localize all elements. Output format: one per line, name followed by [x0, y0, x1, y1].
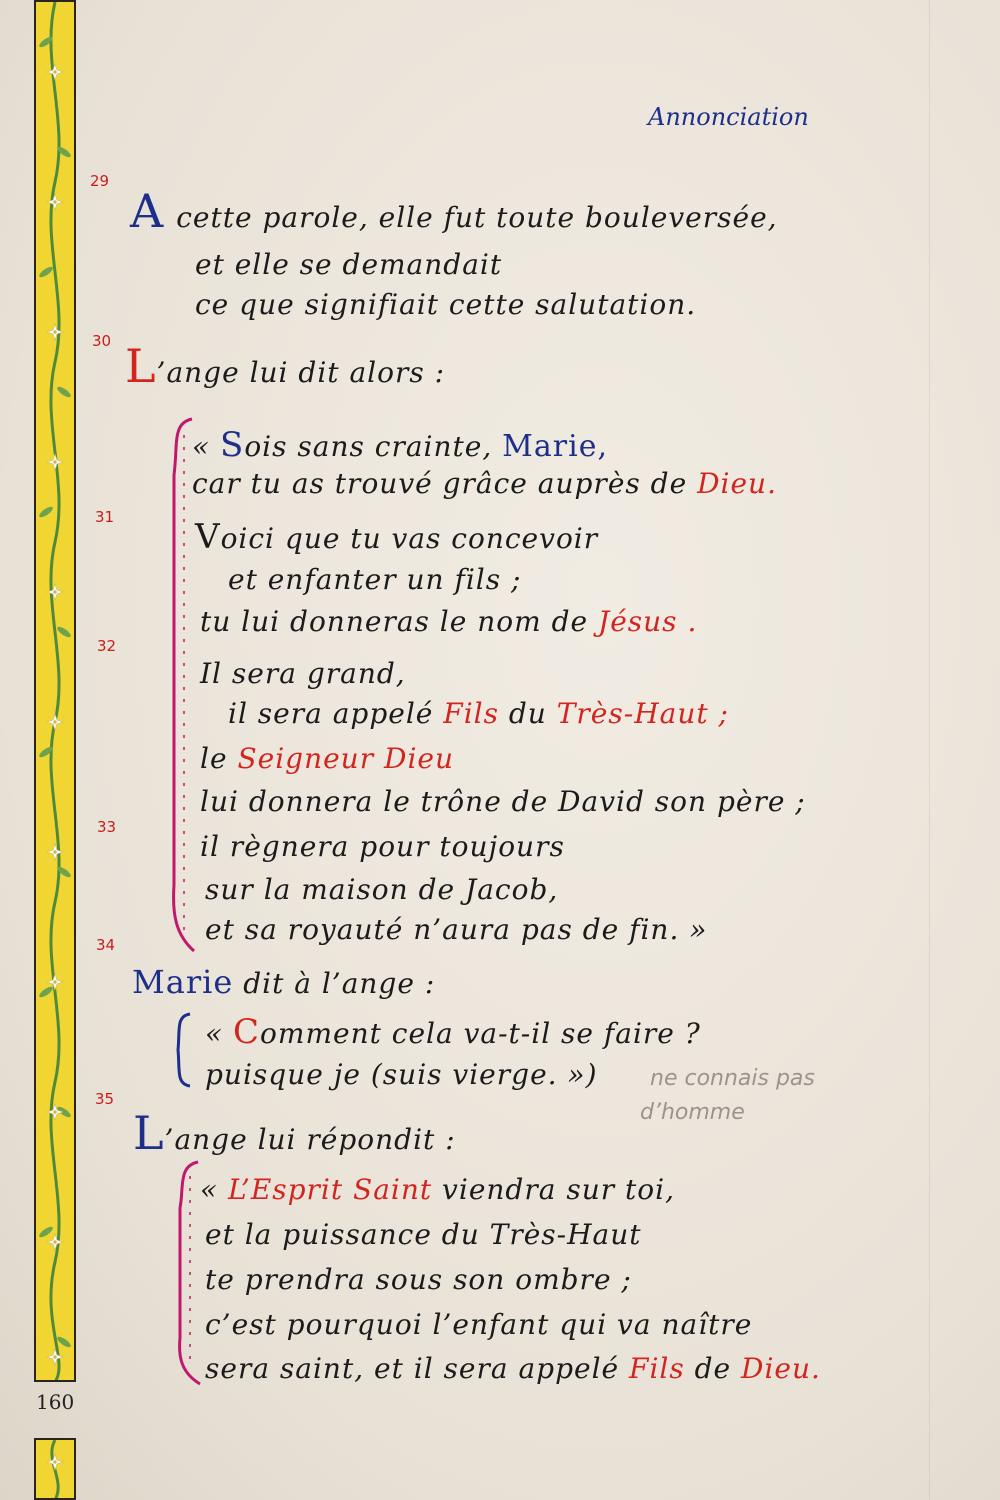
page-heading: Annonciation [648, 103, 809, 131]
verse-number: 34 [96, 936, 116, 954]
line-text: il sera appelé [228, 697, 444, 730]
text-line [228, 697, 729, 730]
verse-number: 35 [95, 1090, 115, 1108]
text-line [200, 605, 697, 638]
text-line [205, 1012, 701, 1052]
text-line [200, 742, 454, 775]
text-line [133, 1106, 456, 1160]
text-line [192, 467, 777, 500]
page-number: 160 [36, 1390, 75, 1414]
text-line: puisque je (suis vierge. ») [205, 1058, 598, 1091]
text-line [132, 963, 435, 1001]
text-line: et enfanter un fils ; [228, 563, 522, 596]
line-text: dit à l’ange : [233, 967, 436, 1000]
divine-name: L’Esprit Saint [228, 1173, 433, 1206]
line-text: viendra sur toi, [432, 1173, 675, 1206]
drop-cap: A [130, 184, 165, 238]
punctuation: . [677, 605, 698, 638]
text-line: et la puissance du Très-Haut [205, 1218, 642, 1251]
drop-cap: L [133, 1106, 165, 1160]
line-text: ’ange lui répondit : [164, 1123, 456, 1156]
name-marie: Marie [132, 963, 234, 1001]
text-line [205, 1352, 821, 1385]
quote-mark: « [192, 430, 221, 463]
verse-number: 31 [95, 508, 115, 526]
text-line: c’est pourquoi l’enfant qui va naître [205, 1308, 753, 1341]
line-text: tu lui donneras le nom de [200, 605, 598, 638]
line-text: le [200, 742, 238, 775]
pencil-annotation: ne connais pas [650, 1066, 815, 1091]
line-text: car tu as trouvé grâce auprès de [192, 467, 698, 500]
text-line: ce que signifiait cette salutation. [195, 288, 697, 321]
quote-mark: « [205, 1017, 234, 1050]
text-line: et elle se demandait [195, 248, 503, 281]
quote-bracket-2 [168, 1010, 198, 1090]
text-line: te prendra sous son ombre ; [205, 1263, 632, 1296]
text-line: Il sera grand, [200, 657, 406, 690]
divine-name: Dieu. [697, 467, 777, 500]
divine-name: Jésus [597, 605, 678, 638]
text-line [192, 425, 608, 465]
divine-name: Fils [443, 697, 499, 730]
text-line: il règnera pour toujours [200, 830, 565, 863]
lily-border-lower [34, 1438, 76, 1500]
divine-name: Très-Haut ; [556, 697, 729, 730]
initial: C [233, 1012, 261, 1052]
verse-number: 29 [90, 172, 110, 190]
verse-number: 32 [97, 637, 117, 655]
text-line [200, 1173, 675, 1206]
page-edge [929, 0, 930, 1500]
line-text: omment cela va-t-il se faire ? [260, 1017, 701, 1050]
text-line [125, 339, 446, 393]
text-line: lui donnera le trône de David son père ; [200, 785, 806, 818]
line-text: sera saint, et il sera appelé [205, 1352, 630, 1385]
line-text: ’ange lui dit alors : [156, 356, 446, 389]
text-line: sur la maison de Jacob, [205, 873, 559, 906]
divine-name: Fils [629, 1352, 685, 1385]
line-text: du [498, 697, 557, 730]
line-text: ois sans crainte, [244, 430, 503, 463]
verse-number: 33 [97, 818, 117, 836]
text-line [195, 517, 598, 557]
quote-mark: « [200, 1173, 229, 1206]
text-line [130, 184, 778, 238]
name-marie: Marie, [502, 429, 608, 464]
text-line: et sa royauté n’aura pas de fin. » [205, 913, 708, 946]
initial: S [220, 425, 245, 465]
pencil-annotation: d’homme [640, 1100, 745, 1125]
verse-number: 30 [92, 332, 112, 350]
lily-icon [36, 1440, 74, 1500]
lily-vine-icon [36, 2, 74, 1382]
divine-name: Dieu. [741, 1352, 821, 1385]
divine-name: Seigneur Dieu [237, 742, 454, 775]
lily-border [34, 0, 76, 1382]
line-text: de [684, 1352, 742, 1385]
line-text: cette parole, elle fut toute bouleversée, [176, 201, 778, 234]
initial: V [195, 517, 221, 557]
line-text: oici que tu vas concevoir [220, 522, 599, 555]
drop-cap: L [125, 339, 157, 393]
